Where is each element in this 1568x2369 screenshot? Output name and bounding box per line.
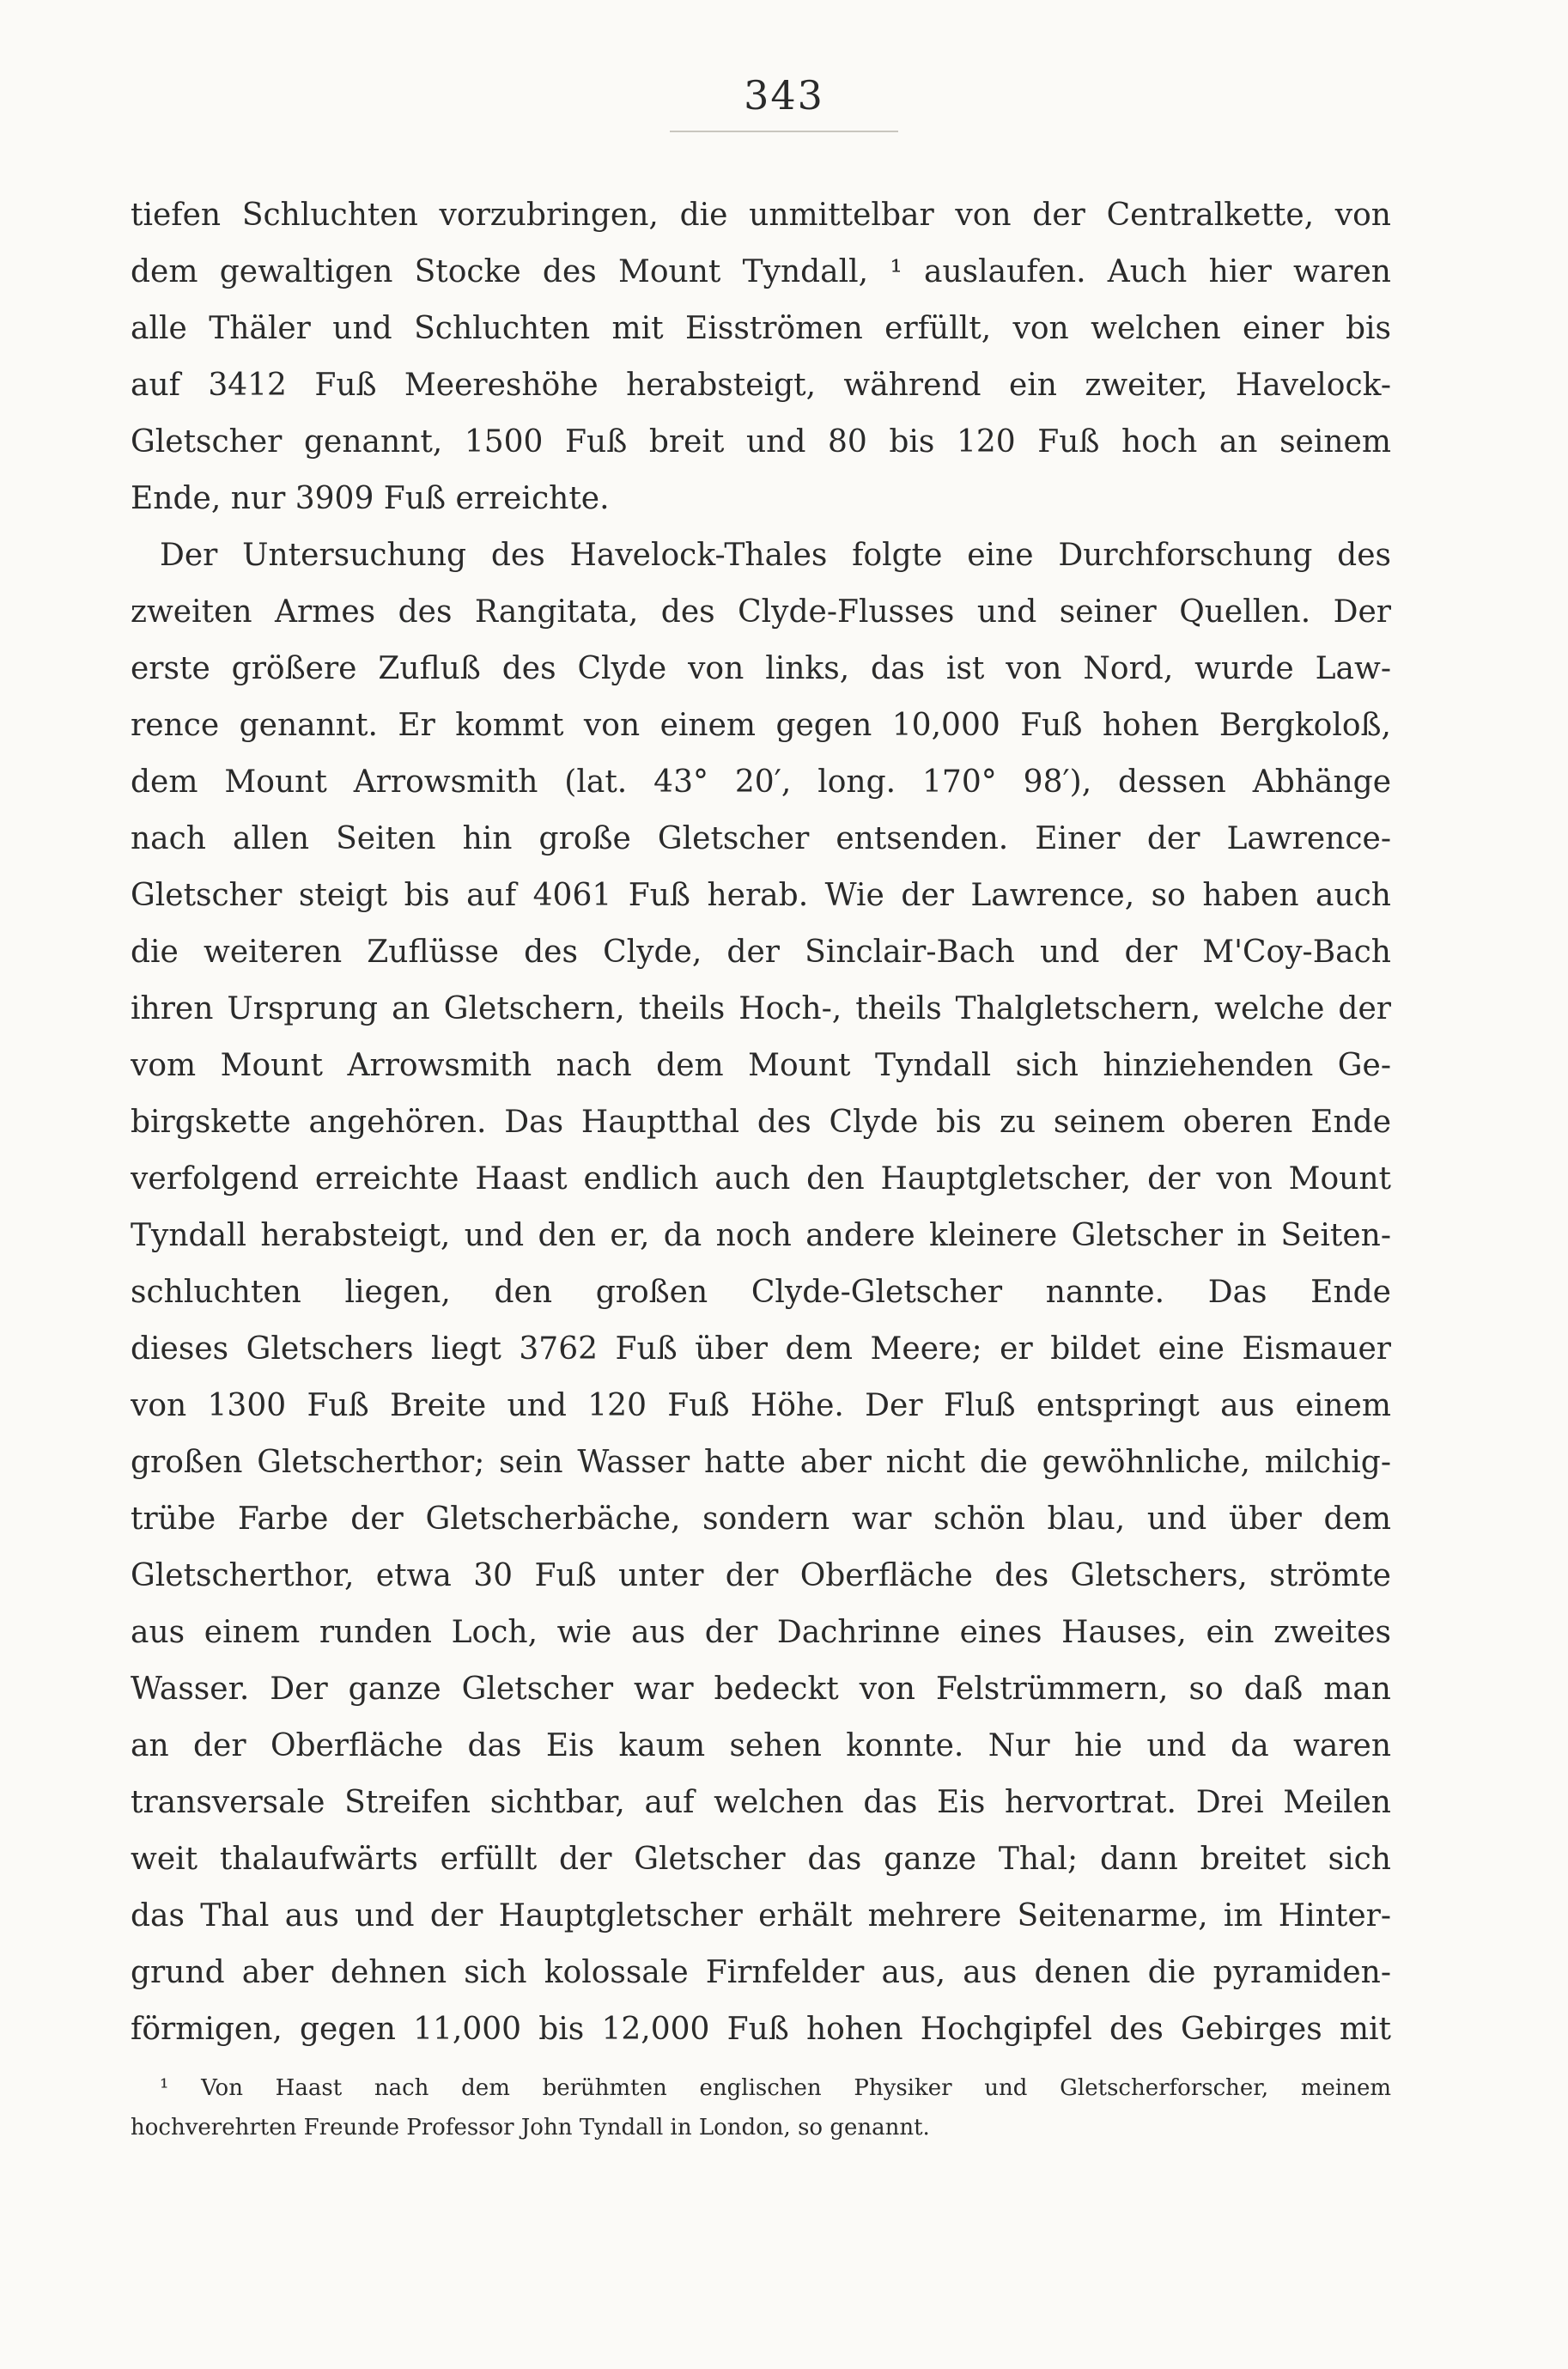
- text-line: schluchten liegen, den großen Clyde-Gletscher nannte. Das Ende: [131, 1275, 1391, 1310]
- text-line: grund aber dehnen sich kolossale Firnfelder aus, aus denen die pyramiden-: [131, 1955, 1391, 1990]
- text-line: zweiten Armes des Rangitata, des Clyde-Flusses und seiner Quellen. Der: [131, 594, 1391, 630]
- text-line: birgskette angehören. Das Hauptthal des Clyde bis zu seinem oberen Ende: [131, 1105, 1391, 1140]
- text-line: auf 3412 Fuß Meereshöhe herabsteigt, während ein zweiter, Havelock-: [131, 368, 1391, 403]
- text-line: Gletscher steigt bis auf 4061 Fuß herab. Wie der Lawrence, so haben auch: [131, 878, 1391, 913]
- text-line: weit thalaufwärts erfüllt der Gletscher das ganze Thal; dann breitet sich: [131, 1842, 1391, 1877]
- text-line: Gletscherthor, etwa 30 Fuß unter der Oberfläche des Gletschers, strömte: [131, 1558, 1391, 1593]
- text-line: tiefen Schluchten vorzubringen, die unmittelbar von der Centralkette, von: [131, 198, 1391, 233]
- text-line: vom Mount Arrowsmith nach dem Mount Tyndall sich hinziehenden Ge-: [131, 1048, 1391, 1083]
- text-line: dieses Gletschers liegt 3762 Fuß über dem Meere; er bildet eine Eismauer: [131, 1331, 1391, 1367]
- text-line: von 1300 Fuß Breite und 120 Fuß Höhe. Der Fluß entspringt aus einem: [131, 1388, 1391, 1423]
- text-line: Der Untersuchung des Havelock-Thales folgte eine Durchforschung des: [160, 538, 1391, 573]
- text-line: großen Gletscherthor; sein Wasser hatte aber nicht die gewöhnliche, milchig-: [131, 1445, 1391, 1480]
- page-number: 343: [744, 72, 824, 119]
- text-line: erste größere Zufluß des Clyde von links, das ist von Nord, wurde Law-: [131, 651, 1391, 686]
- text-line: an der Oberfläche das Eis kaum sehen konnte. Nur hie und da waren: [131, 1728, 1391, 1763]
- text-line: verfolgend erreichte Haast endlich auch den Hauptgletscher, der von Mount: [131, 1161, 1391, 1197]
- text-line: Ende, nur 3909 Fuß erreichte.: [131, 481, 610, 516]
- text-line: Wasser. Der ganze Gletscher war bedeckt von Felstrümmern, so daß man: [131, 1672, 1391, 1707]
- text-line: alle Thäler und Schluchten mit Eisströmen erfüllt, von welchen einer bis: [131, 311, 1391, 346]
- text-line: transversale Streifen sichtbar, auf welchen das Eis hervortrat. Drei Meilen: [131, 1785, 1391, 1820]
- text-line: dem Mount Arrowsmith (lat. 43° 20′, long. 170° 98′), dessen Abhänge: [131, 764, 1391, 800]
- footnote-line: ¹ Von Haast nach dem berühmten englischen Physiker und Gletscherforscher, meinem: [160, 2075, 1391, 2101]
- text-line: das Thal aus und der Hauptgletscher erhält mehrere Seitenarme, im Hinter-: [131, 1898, 1391, 1934]
- text-line: Tyndall herabsteigt, und den er, da noch andere kleinere Gletscher in Seiten-: [131, 1218, 1391, 1253]
- text-line: förmigen, gegen 11,000 bis 12,000 Fuß hohen Hochgipfel des Gebirges mit: [131, 2012, 1391, 2047]
- header-rule: [670, 131, 898, 132]
- text-line: rence genannt. Er kommt von einem gegen 10,000 Fuß hohen Bergkoloß,: [131, 708, 1391, 743]
- text-line: ihren Ursprung an Gletschern, theils Hoch-, theils Thalgletschern, welche der: [131, 991, 1391, 1026]
- body-text: [131, 187, 1391, 2058]
- text-line: trübe Farbe der Gletscherbäche, sondern war schön blau, und über dem: [131, 1501, 1391, 1537]
- text-line: die weiteren Zuflüsse des Clyde, der Sinclair-Bach und der M'Coy-Bach: [131, 935, 1391, 970]
- text-line: nach allen Seiten hin große Gletscher entsenden. Einer der Lawrence-: [131, 821, 1391, 856]
- footnote-line: hochverehrten Freunde Professor John Tyndall in London, so genannt.: [131, 2115, 930, 2141]
- text-line: dem gewaltigen Stocke des Mount Tyndall, ¹ auslaufen. Auch hier waren: [131, 254, 1391, 289]
- text-line: aus einem runden Loch, wie aus der Dachrinne eines Hauses, ein zweites: [131, 1615, 1391, 1650]
- text-line: Gletscher genannt, 1500 Fuß breit und 80 bis 120 Fuß hoch an seinem: [131, 424, 1391, 460]
- footnotes: [131, 2068, 1391, 2147]
